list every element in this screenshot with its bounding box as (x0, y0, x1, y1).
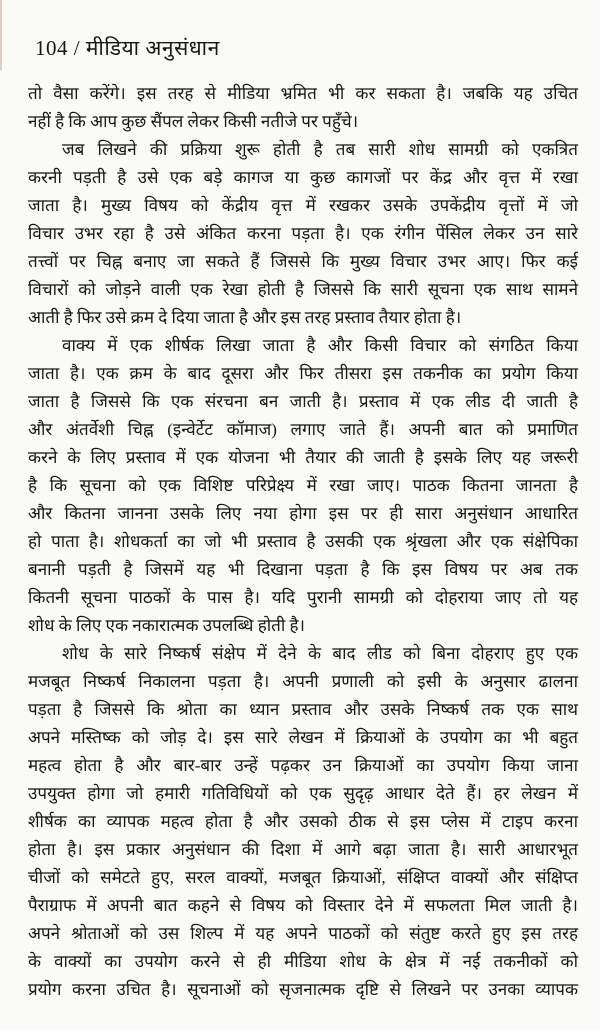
text-line: होता है। इस प्रकार अनुसंधान की दिशा में आगे बढ़ा जाता है। सारी आधारभूत (28, 840, 578, 859)
text-line: जाता है। एक क्रम के बाद दूसरा और फिर तीसरा इस तकनीक का प्रयोग किया (28, 364, 578, 383)
text-line: जब लिखने की प्रक्रिया शुरू होती है तब सारी शोध सामग्री को एकत्रित (62, 140, 578, 159)
text-line: प्रयोग करना उचित है। सूचनाओं को सृजनात्मक दृष्टि से लिखने पर उनका व्यापक (28, 980, 578, 999)
text-line: चीजों को समेटते हुए, सरल वाक्यों, मजबूत क्रियाओं, संक्षिप्त वाक्यों और संक्षिप्त (28, 868, 578, 887)
text-line: विचार उभर रहा है उसे अंकित करना पड़ता है। एक रंगीन पेंसिल लेकर उन सारे (28, 224, 578, 243)
text-line: करनी पड़ती है उसे एक बड़े कागज या कुछ कागजों पर केंद्र और वृत्त में रखा (28, 168, 578, 187)
text-line: अपने मस्तिष्क को जोड़ दे। इस सारे लेखन में क्रियाओं के उपयोग का भी बहुत (28, 728, 578, 747)
text-line: तो वैसा करेंगे। इस तरह से मीडिया भ्रमित भी कर सकता है। जबकि यह उचित (28, 84, 578, 103)
text-line: कितनी सूचना पाठकों के पास है। यदि पुरानी सामग्री को दोहराया जाए तो यह (28, 588, 578, 607)
page-number-and-book-title: 104 / मीडिया अनुसंधान (35, 36, 220, 60)
text-line: अपने श्रोताओं को उस शिल्प में यह अपने पाठकों को संतुष्ट करते हुए इस तरह (28, 924, 578, 943)
text-line: मजबूत निष्कर्ष निकालना पड़ता है। अपनी प्रणाली को इसी के अनुसार ढालना (28, 672, 578, 691)
paragraph (28, 136, 578, 332)
text-line: विचारों को जोड़ने वाली एक रेखा होती है जिससे कि सारी सूचना एक साथ सामने (28, 280, 578, 299)
scan-edge-artifact (0, 0, 2, 70)
text-line: पड़ता है जिससे कि श्रोता का ध्यान प्रस्ताव और उसके निष्कर्ष तक एक साथ (28, 700, 578, 719)
text-line: नहीं है कि आप कुछ सैंपल लेकर किसी नतीजे पर पहुँचे। (28, 112, 359, 131)
page-body (28, 80, 578, 1004)
text-line: पैराग्राफ में अपनी बात कहने से विषय को विस्तार देने में सफलता मिल जाती है। (28, 896, 578, 915)
text-line: है कि सूचना को एक विशिष्ट परिप्रेक्ष्य में रखा जाए। पाठक कितना जानता है (28, 476, 578, 495)
text-line: हो पाता है। शोधकर्ता का जो भी प्रस्ताव है उसकी एक श्रृंखला और एक संक्षेपिका (28, 532, 578, 551)
text-line: और अंतर्वेशी चिह्न (इन्वेर्टेट कॉमाज) लगाए जाते हैं। अपनी बात को प्रमाणित (28, 420, 578, 439)
paragraph (28, 80, 578, 136)
text-line: वाक्य में एक शीर्षक लिखा जाता है और किसी विचार को संगठित किया (62, 336, 578, 355)
text-line: करने के लिए प्रस्ताव में एक योजना भी तैयार की जाती है इसके लिए यह जरूरी (28, 448, 578, 467)
text-line: जाता है जिससे कि एक संरचना बन जाती है। प्रस्ताव में एक लीड दी जाती है (28, 392, 578, 411)
paragraph (28, 640, 578, 1004)
text-line: बनानी पड़ती है जिसमें यह भी दिखाना पड़ता है कि इस विषय पर अब तक (28, 560, 578, 579)
text-line: उपयुक्त होगा जो हमारी गतिविधियों को एक सुदृढ़ आधार देते हैं। हर लेखन में (28, 784, 578, 803)
text-line: जाता है। मुख्य विषय को केंद्रीय वृत्त में रखकर उसके उपकेंद्रीय वृत्तों में जो (28, 196, 578, 215)
text-line: के वाक्यों का उपयोग करने से ही मीडिया शोध के क्षेत्र में नई तकनीकों को (28, 952, 578, 971)
text-line: तत्त्वों पर चिह्न बनाए जा सकते हैं जिससे कि मुख्य विचार उभर आए। फिर कई (28, 252, 578, 271)
paragraph (28, 332, 578, 640)
text-line: महत्व होता है और बार-बार उन्हें पढ़कर उन क्रियाओं का उपयोग किया जाना (28, 756, 578, 775)
text-line: शीर्षक का व्यापक महत्व होता है और उसको ठीक से इस प्लेस में टाइप करना (28, 812, 578, 831)
page-header (28, 34, 578, 62)
text-line: शोध के लिए एक नकारात्मक उपलब्धि होती है। (28, 616, 305, 635)
text-line: आती है फिर उसे क्रम दे दिया जाता है और इस तरह प्रस्ताव तैयार होता है। (28, 308, 462, 327)
text-line: और कितना जानना उसके लिए नया होगा इस पर ही सारा अनुसंधान आधारित (28, 504, 578, 523)
text-line: शोध के सारे निष्कर्ष संक्षेप में देने के बाद लीड को बिना दोहराए हुए एक (62, 644, 578, 663)
